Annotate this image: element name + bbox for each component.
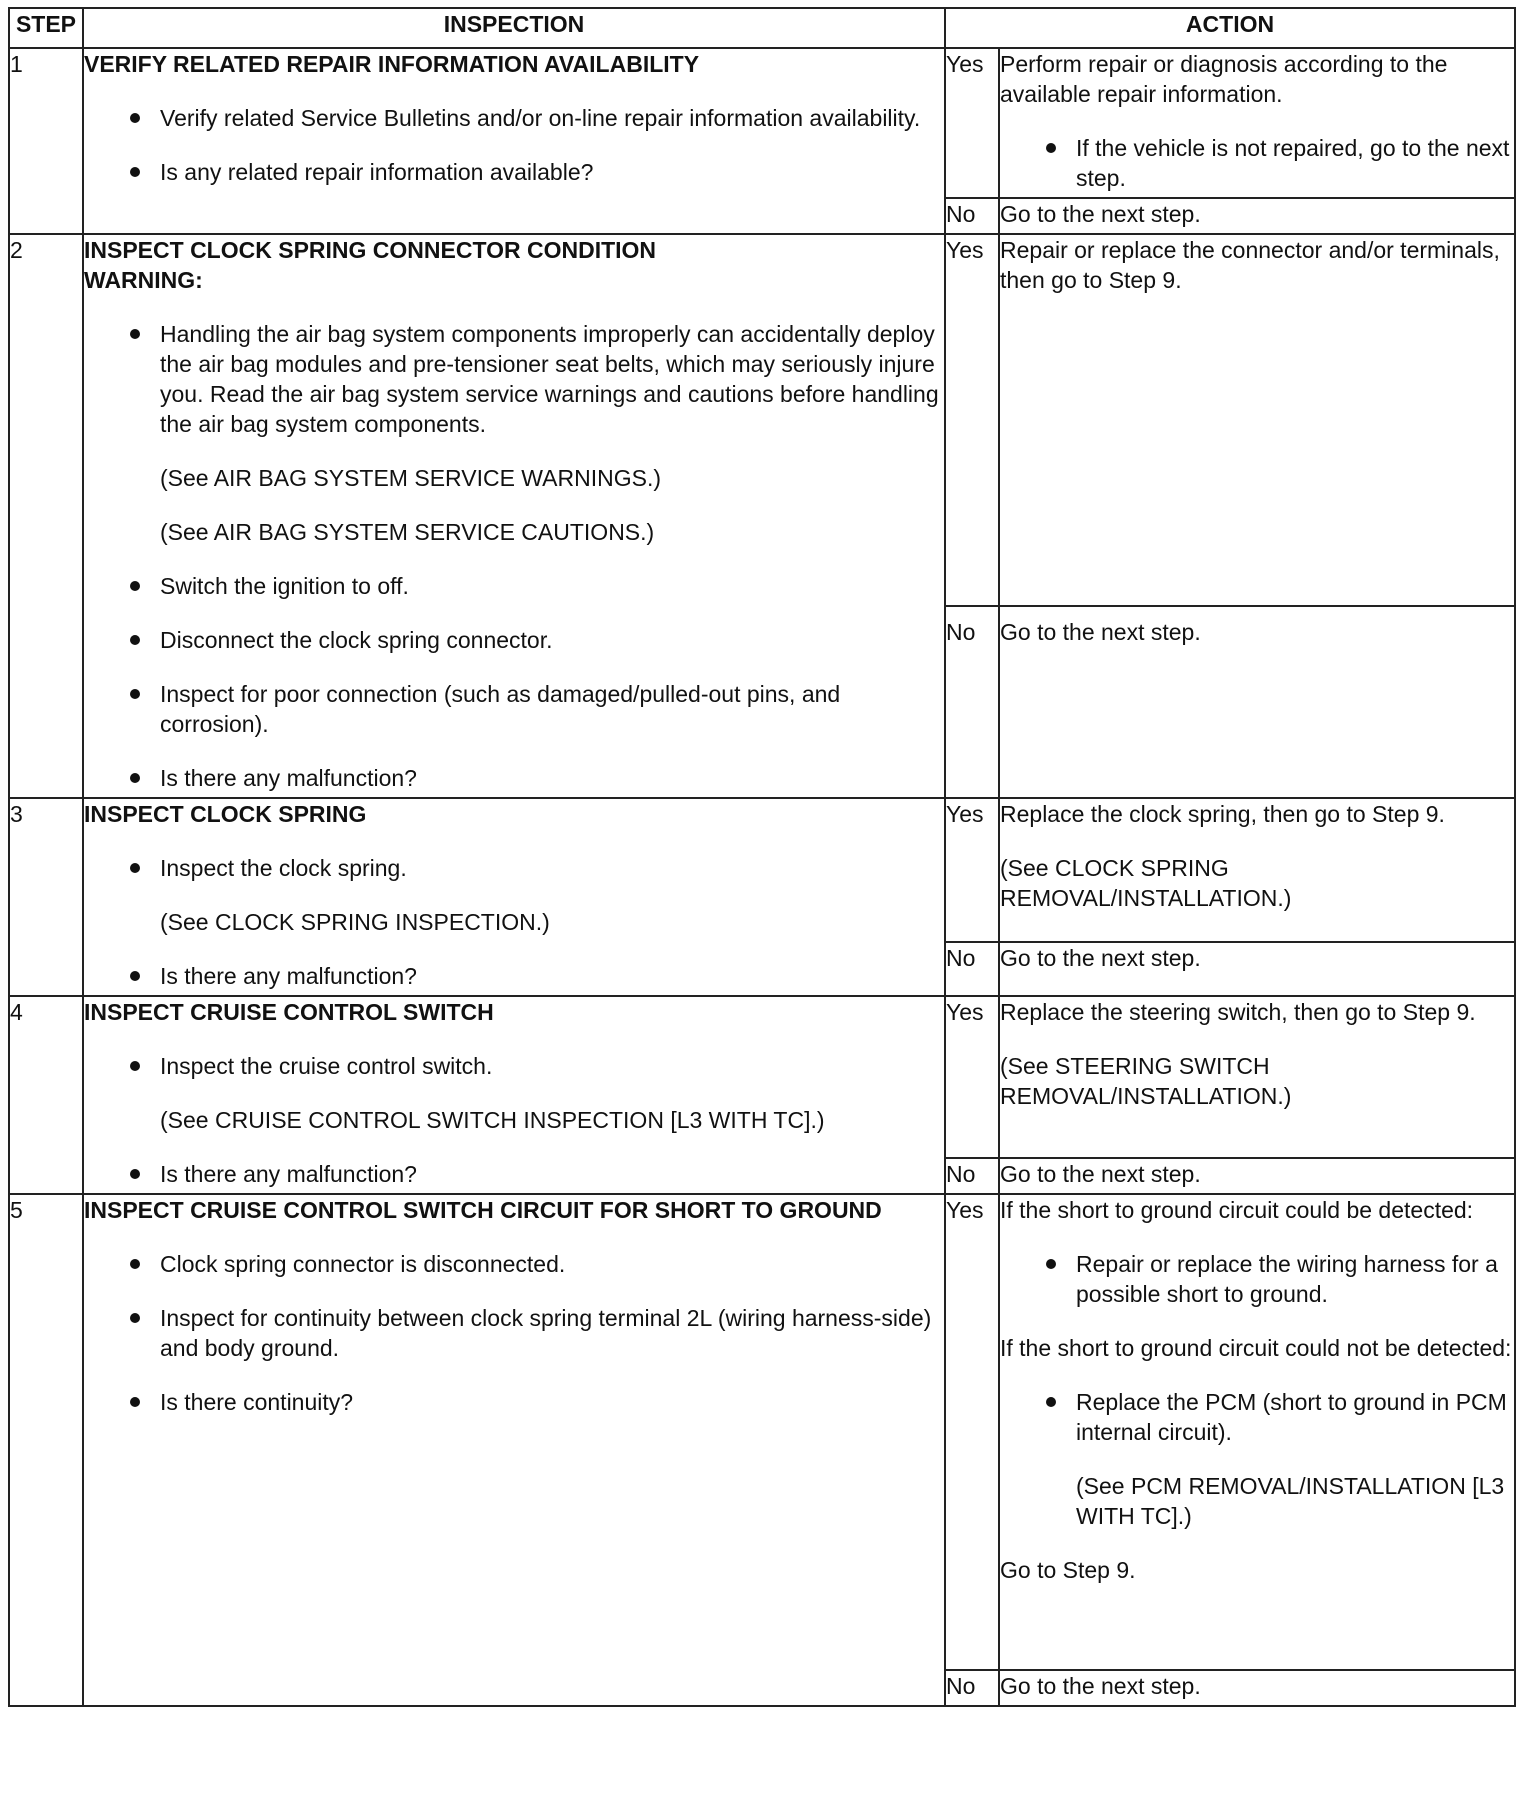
inspection-item: Inspect for poor connection (such as damaged/pulled-out pins, and corrosion).	[84, 679, 944, 739]
warning-label: WARNING:	[84, 267, 203, 293]
action-yes-cell	[999, 48, 1515, 198]
no-label: No	[945, 942, 999, 996]
header-step: STEP	[9, 8, 83, 48]
action-no-cell	[999, 198, 1515, 234]
diagnostic-procedure-sheet	[8, 7, 1514, 1707]
action-text: Go to the next step.	[1000, 945, 1201, 971]
reference-text: (See CRUISE CONTROL SWITCH INSPECTION [L3 WITH TC].)	[160, 1107, 825, 1133]
action-text: Perform repair or diagnosis according to the available repair information.	[1000, 51, 1448, 107]
action-text: Go to the next step.	[1000, 1673, 1201, 1699]
inspection-item: Is there any malfunction?	[84, 961, 944, 991]
inspection-cell	[83, 48, 945, 234]
header-inspection: INSPECTION	[83, 8, 945, 48]
step-title: INSPECT CRUISE CONTROL SWITCH	[84, 999, 494, 1025]
inspection-item: Inspect for continuity between clock spring terminal 2L (wiring harness-side) and body ground.	[84, 1303, 944, 1363]
inspection-item: Inspect the cruise control switch.	[84, 1051, 944, 1081]
action-no-cell	[999, 606, 1515, 798]
action-no-cell	[999, 942, 1515, 996]
action-yes-cell	[999, 234, 1515, 606]
action-yes-cell	[999, 996, 1515, 1158]
yes-label: Yes	[945, 1194, 999, 1670]
action-reference: (See STEERING SWITCH REMOVAL/INSTALLATION.)	[1000, 1053, 1292, 1109]
yes-label: Yes	[945, 798, 999, 942]
step-number: 4	[9, 996, 83, 1194]
action-text: Go to the next step.	[1000, 201, 1201, 227]
table-row	[9, 234, 1515, 606]
step-number: 5	[9, 1194, 83, 1706]
action-text: Replace the clock spring, then go to Step 9.	[1000, 801, 1445, 827]
inspection-item: Handling the air bag system components improperly can accidentally deploy the air bag modules and pre-tensioner seat belts, which may seriously injure you. Read the air bag system service warnings and cautions before handling the air bag system components.	[84, 319, 944, 439]
inspection-item: Is there any malfunction?	[84, 763, 944, 793]
step-title: INSPECT CLOCK SPRING CONNECTOR CONDITION	[84, 237, 657, 263]
inspection-item: Is there continuity?	[84, 1387, 944, 1417]
step-number: 2	[9, 234, 83, 798]
reference-text: (See AIR BAG SYSTEM SERVICE WARNINGS.)	[160, 465, 662, 491]
yes-label: Yes	[945, 234, 999, 606]
action-bullet: Repair or replace the wiring harness for a possible short to ground.	[1000, 1249, 1514, 1309]
no-label: No	[945, 1158, 999, 1194]
inspection-cell	[83, 1194, 945, 1706]
inspection-cell	[83, 798, 945, 996]
table-row	[9, 48, 1515, 198]
action-text: If the short to ground circuit could not be detected:	[1000, 1335, 1512, 1361]
inspection-item: Inspect the clock spring.	[84, 853, 944, 883]
inspection-item: Disconnect the clock spring connector.	[84, 625, 944, 655]
yes-label: Yes	[945, 48, 999, 198]
no-label: No	[945, 606, 999, 798]
table-header-row	[9, 8, 1515, 48]
inspection-item: Is any related repair information available?	[84, 157, 944, 187]
diagnostic-table	[8, 7, 1516, 1707]
inspection-item: Clock spring connector is disconnected.	[84, 1249, 944, 1279]
action-text: Go to Step 9.	[1000, 1557, 1136, 1583]
action-text: Repair or replace the connector and/or terminals, then go to Step 9.	[1000, 237, 1500, 293]
reference-text: (See AIR BAG SYSTEM SERVICE CAUTIONS.)	[160, 519, 655, 545]
action-bullet: If the vehicle is not repaired, go to the next step.	[1000, 133, 1514, 193]
inspection-item: Verify related Service Bulletins and/or on-line repair information availability.	[84, 103, 944, 133]
action-text: Go to the next step.	[1000, 1161, 1201, 1187]
step-title: INSPECT CRUISE CONTROL SWITCH CIRCUIT FOR SHORT TO GROUND	[84, 1197, 882, 1223]
table-row	[9, 996, 1515, 1158]
action-no-cell	[999, 1158, 1515, 1194]
action-yes-cell	[999, 798, 1515, 942]
yes-label: Yes	[945, 996, 999, 1158]
step-title: INSPECT CLOCK SPRING	[84, 801, 367, 827]
reference-text: (See CLOCK SPRING INSPECTION.)	[160, 909, 550, 935]
action-bullet: Replace the PCM (short to ground in PCM internal circuit).	[1000, 1387, 1514, 1447]
inspection-item: Switch the ignition to off.	[84, 571, 944, 601]
step-number: 1	[9, 48, 83, 234]
table-row	[9, 798, 1515, 942]
action-text: If the short to ground circuit could be detected:	[1000, 1197, 1474, 1223]
inspection-item: Is there any malfunction?	[84, 1159, 944, 1189]
table-row	[9, 1194, 1515, 1670]
action-yes-cell	[999, 1194, 1515, 1670]
action-text: Go to the next step.	[1000, 619, 1201, 645]
inspection-cell	[83, 234, 945, 798]
action-reference: (See CLOCK SPRING REMOVAL/INSTALLATION.)	[1000, 855, 1292, 911]
step-number: 3	[9, 798, 83, 996]
no-label: No	[945, 1670, 999, 1706]
step-title: VERIFY RELATED REPAIR INFORMATION AVAILABILITY	[84, 51, 700, 77]
header-action: ACTION	[945, 8, 1515, 48]
action-no-cell	[999, 1670, 1515, 1706]
action-reference: (See PCM REMOVAL/INSTALLATION [L3 WITH TC].)	[1076, 1473, 1505, 1529]
action-text: Replace the steering switch, then go to Step 9.	[1000, 999, 1476, 1025]
no-label: No	[945, 198, 999, 234]
inspection-cell	[83, 996, 945, 1194]
